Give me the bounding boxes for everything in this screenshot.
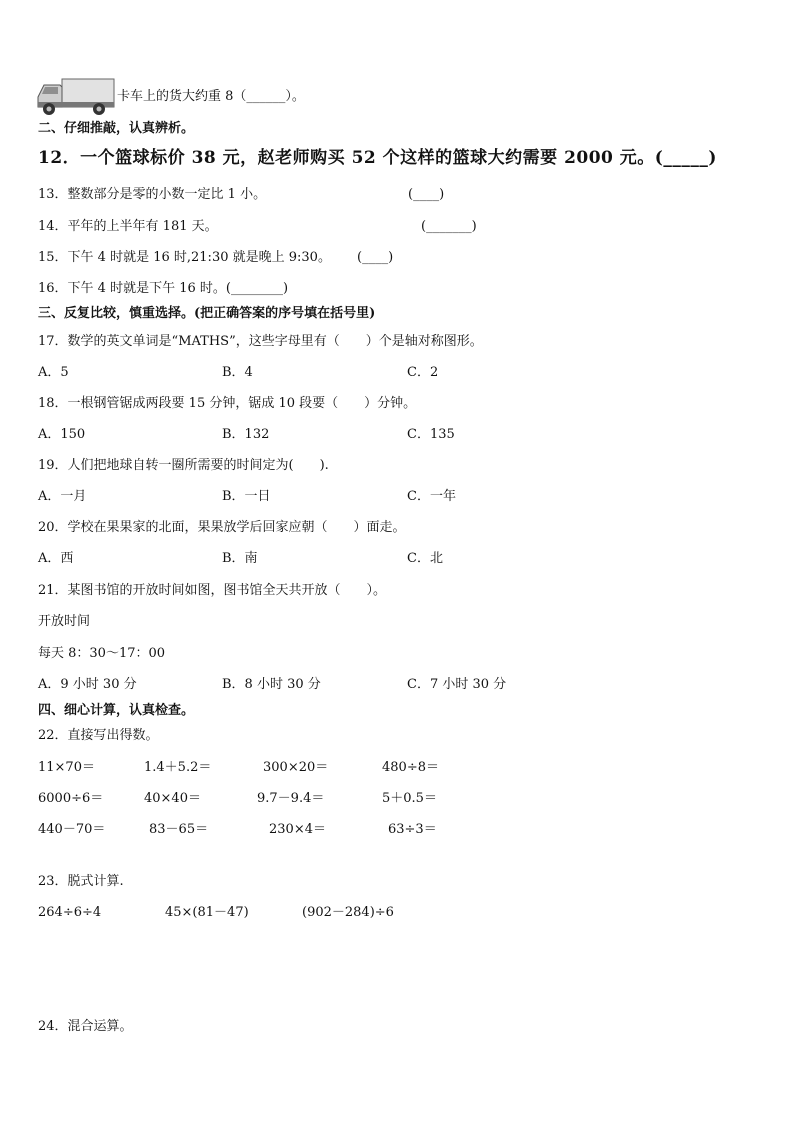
section-4-heading: 四、细心计算，认真检查。 — [38, 703, 195, 718]
question-18-option-c[interactable]: C．135 — [407, 427, 455, 442]
question-21-schedule-hours: 每天 8：30～17：00 — [38, 646, 166, 661]
question-14: 14．平年的上半年有 181 天。 — [38, 219, 218, 234]
oral-calc-item: 300×20＝ — [263, 760, 329, 775]
question-17-option-a[interactable]: A．5 — [38, 365, 69, 380]
question-15: 15．下午 4 时就是 16 时,21:30 就是晚上 9:30。 — [38, 250, 331, 265]
question-18: 18．一根钢管锯成两段要 15 分钟，锯成 10 段要（ ）分钟。 — [38, 396, 417, 411]
question-17-option-c[interactable]: C．2 — [407, 365, 439, 380]
question-21-schedule-title: 开放时间 — [38, 614, 91, 629]
question-13: 13．整数部分是零的小数一定比 1 小。 — [38, 187, 267, 202]
section-2-heading: 二、仔细推敲，认真辨析。 — [38, 121, 195, 136]
oral-calc-item: 1.4＋5.2＝ — [144, 760, 212, 775]
question-19-option-c[interactable]: C．一年 — [407, 489, 456, 504]
oral-calc-item: 40×40＝ — [144, 791, 201, 806]
question-23: 23．脱式计算. — [38, 874, 124, 889]
oral-calc-item: 5＋0.5＝ — [382, 791, 437, 806]
question-21-option-c[interactable]: C．7 小时 30 分 — [407, 677, 507, 692]
question-24: 24．混合运算。 — [38, 1019, 133, 1034]
intro-question: 卡车上的货大约重 8（______）。 — [117, 89, 305, 104]
question-21-option-b[interactable]: B．8 小时 30 分 — [222, 677, 321, 692]
question-12: 12．一个篮球标价 38 元，赵老师购买 52 个这样的篮球大约需要 2000 元。(_____) — [38, 148, 717, 168]
stepwise-calc-item: 45×(81－47) — [165, 905, 249, 920]
question-19-option-b[interactable]: B．一日 — [222, 489, 271, 504]
oral-calc-item: 63÷3＝ — [388, 822, 437, 837]
question-17-option-b[interactable]: B．4 — [222, 365, 253, 380]
question-19: 19．人们把地球自转一圈所需要的时间定为( ). — [38, 458, 329, 473]
question-22: 22．直接写出得数。 — [38, 728, 159, 743]
question-19-option-a[interactable]: A．一月 — [38, 489, 87, 504]
question-16: 16．下午 4 时就是下午 16 时。(________) — [38, 281, 289, 296]
truck-illustration — [36, 77, 116, 117]
oral-calc-item: 83－65＝ — [149, 822, 209, 837]
oral-calc-item: 9.7－9.4＝ — [257, 791, 325, 806]
question-18-option-a[interactable]: A．150 — [38, 427, 86, 442]
question-21: 21．某图书馆的开放时间如图，图书馆全天共开放（ ）。 — [38, 583, 387, 598]
question-13-blank[interactable]: (____) — [408, 187, 445, 202]
question-20-option-b[interactable]: B．南 — [222, 551, 258, 566]
question-15-blank[interactable]: (____) — [357, 250, 394, 265]
oral-calc-item: 11×70＝ — [38, 760, 95, 775]
question-14-blank[interactable]: (_______) — [421, 219, 477, 234]
question-20-option-c[interactable]: C．北 — [407, 551, 443, 566]
oral-calc-item: 480÷8＝ — [382, 760, 439, 775]
oral-calc-item: 6000÷6＝ — [38, 791, 104, 806]
stepwise-calc-item: 264÷6÷4 — [38, 905, 102, 920]
question-18-option-b[interactable]: B．132 — [222, 427, 270, 442]
question-17: 17．数学的英文单词是“MATHS”，这些字母里有（ ）个是轴对称图形。 — [38, 334, 483, 349]
section-3-heading: 三、反复比较，慎重选择。(把正确答案的序号填在括号里) — [38, 306, 376, 321]
oral-calc-item: 230×4＝ — [269, 822, 326, 837]
stepwise-calc-item: (902－284)÷6 — [302, 905, 394, 920]
question-21-option-a[interactable]: A．9 小时 30 分 — [38, 677, 137, 692]
question-20: 20．学校在果果家的北面，果果放学后回家应朝（ ）面走。 — [38, 520, 406, 535]
oral-calc-item: 440－70＝ — [38, 822, 106, 837]
question-20-option-a[interactable]: A．西 — [38, 551, 74, 566]
